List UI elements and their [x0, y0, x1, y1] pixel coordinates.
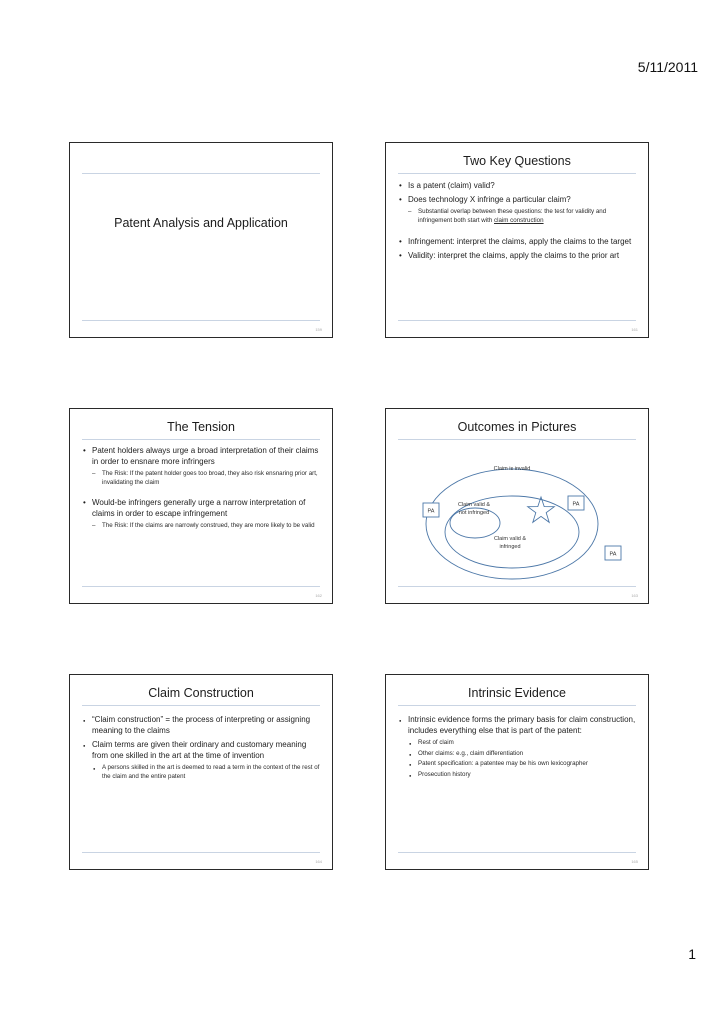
title-rule — [398, 173, 636, 174]
label-valid-not-infringed: Claim valid & — [457, 502, 491, 508]
bullet: • Validity: interpret the claims, apply the claims to the prior art — [398, 250, 638, 261]
slide-two-key-questions — [385, 142, 649, 338]
title-rule — [82, 439, 320, 440]
slide-content — [82, 445, 322, 533]
footer-rule — [398, 852, 636, 853]
sub-bullet: ● A persons skilled in the art is deemed to read a term in the context of the rest of the claim and the entire patent — [82, 764, 322, 781]
slide-title: Claim Construction — [148, 686, 254, 700]
bullet: • Would-be infringers generally urge a narrow interpretation of claims in order to escape infringement — [82, 497, 322, 519]
slide-title: Intrinsic Evidence — [468, 686, 566, 700]
footer-rule — [398, 320, 636, 321]
slide-claim-construction — [69, 674, 333, 870]
sub-bullet: – The Risk: If the claims are narrowly construed, they are more likely to be valid — [82, 522, 322, 531]
slide-title: The Tension — [167, 420, 235, 434]
label-valid-infringed-2: infringed — [499, 544, 521, 550]
footer-rule — [82, 852, 320, 853]
label-claim-invalid: Claim is invalid — [493, 466, 531, 472]
bullet: ● “Claim construction” = the process of interpreting or assigning meaning to the claims — [82, 714, 322, 736]
claim-construction-link: claim construction — [494, 216, 544, 224]
sub-bullet: ● Patent specification: a patentee may be his own lexicographer — [398, 760, 638, 769]
pa-label-left: PA — [427, 508, 435, 515]
bullet: ● Claim terms are given their ordinary and customary meaning from one skilled in the art at the time of invention — [82, 739, 322, 761]
pa-label-right: PA — [572, 501, 580, 508]
slide-number: 164 — [315, 859, 322, 864]
sub-bullet-text: Substantial overlap between these questions: the test for validity and infringement both start with — [418, 208, 607, 224]
bullet: • Does technology X infringe a particular claim? — [398, 194, 638, 205]
label-valid-infringed: Claim valid & — [493, 536, 527, 542]
outer-ellipse — [426, 469, 598, 579]
label-valid-not-infringed-2: not infringed — [458, 510, 490, 516]
sub-bullet: – The Risk: If the patent holder goes too broad, they also risk ensnaring prior art, invalidating the claim — [82, 470, 322, 487]
footer-rule — [82, 586, 320, 587]
star-icon — [528, 497, 555, 522]
slide-number: 163 — [631, 593, 638, 598]
title-rule — [82, 173, 320, 174]
slide-intrinsic-evidence — [385, 674, 649, 870]
page-number: 1 — [688, 946, 696, 962]
sub-bullet — [398, 208, 638, 225]
bullet: • Patent holders always urge a broad interpretation of their claims in order to ensnare more infringers — [82, 445, 322, 467]
slide-title: Outcomes in Pictures — [457, 420, 577, 434]
sub-bullet: ● Other claims: e.g., claim differentiation — [398, 750, 638, 759]
bullet: ● Intrinsic evidence forms the primary basis for claim construction, includes everything else that is part of the patent: — [398, 714, 638, 736]
slide-outcomes-in-pictures — [385, 408, 649, 604]
footer-rule — [82, 320, 320, 321]
slide-number: 162 — [315, 593, 322, 598]
slide-number: 159 — [315, 327, 322, 332]
slide-content — [82, 714, 322, 783]
outcomes-diagram — [386, 409, 648, 603]
slide-number: 165 — [631, 859, 638, 864]
title-rule — [398, 705, 636, 706]
slide-title: Patent Analysis and Application — [114, 216, 288, 230]
slide-title-slide — [69, 142, 333, 338]
footer-rule — [398, 586, 636, 587]
slide-content — [398, 180, 638, 264]
slide-the-tension — [69, 408, 333, 604]
title-rule — [82, 705, 320, 706]
sub-bullet: ● Rest of claim — [398, 739, 638, 748]
sub-bullet: ● Prosecution history — [398, 771, 638, 780]
slide-content — [398, 714, 638, 781]
slide-number: 161 — [631, 327, 638, 332]
bullet: • Is a patent (claim) valid? — [398, 180, 638, 191]
bullet: • Infringement: interpret the claims, apply the claims to the target — [398, 236, 638, 247]
slide-title: Two Key Questions — [463, 154, 571, 168]
pa-label-outside: PA — [609, 551, 617, 558]
header-date: 5/11/2011 — [637, 59, 698, 75]
